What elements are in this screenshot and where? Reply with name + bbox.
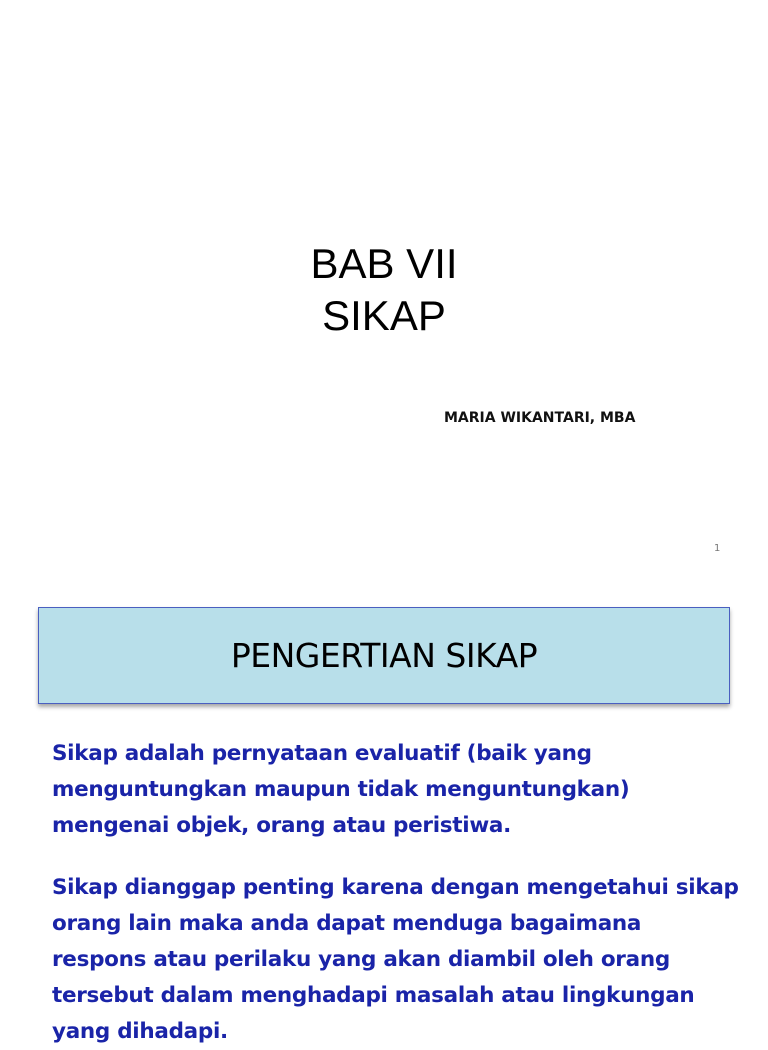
paragraph-importance: Sikap dianggap penting karena dengan mengetahui sikap orang lain maka anda dapat menduga bagaimana respons atau perilaku yang akan diambil oleh orang tersebut dalam menghadapi masalah atau lingkungan yang dihadapi.	[52, 875, 739, 1044]
slide-title-line-1: BAB VII	[310, 240, 458, 287]
slide-title-line-2: SIKAP	[322, 292, 446, 339]
section-heading: PENGERTIAN SIKAP	[230, 636, 538, 675]
paragraph-definition: Sikap adalah pernyataan evaluatif (baik yang menguntungkan maupun tidak menguntungkan) mengenai objek, orang atau peristiwa.	[52, 741, 630, 838]
content-slide	[0, 590, 768, 1044]
slide-title	[0, 238, 768, 342]
author-name: MARIA WIKANTARI, MBA	[444, 410, 636, 426]
section-header-box	[38, 607, 730, 704]
page-number: 1	[714, 543, 721, 554]
